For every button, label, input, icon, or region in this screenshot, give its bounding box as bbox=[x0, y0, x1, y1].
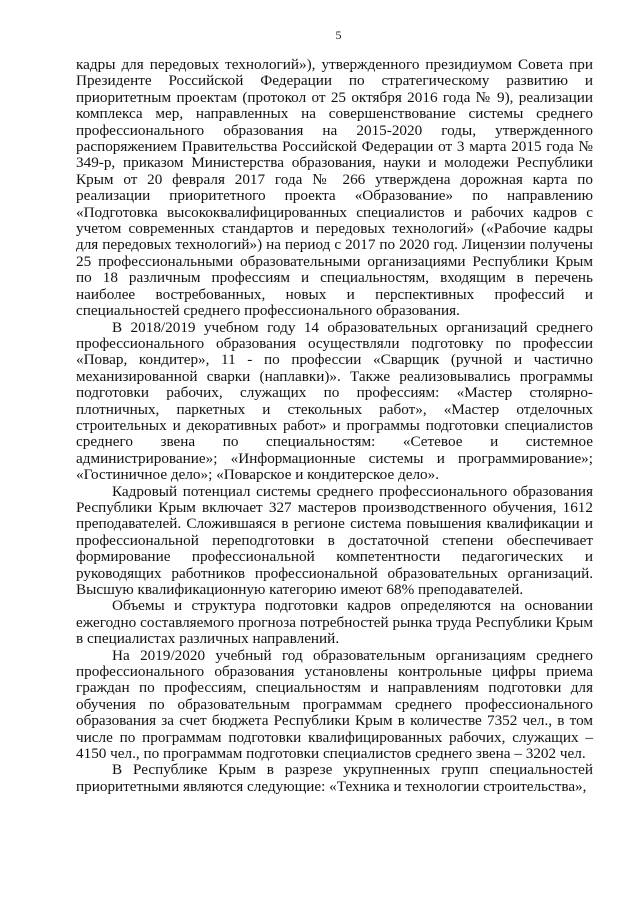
document-body bbox=[76, 57, 593, 795]
paragraph-2018-2019-training: В 2018/2019 учебном году 14 образовательных организаций среднего профессионального образования осуществляли подготовку по профессии «Повар, кондитер», 11 - по профессии «Сварщик (ручной и частично механизированной сварки (наплавки)». Также реализовывались программы подготовки рабочих, служащих по профессиям: «Мастер столярно-плотничных, паркетных и стекольных работ», «Мастер отделочных строительных и декоративных работ» и программы подготовки специалистов среднего звена по специальностям: «Сетевое и системное администрирование»; «Информационные системы и программирование»; «Гостиничное дело»; «Поварское и кондитерское дело». bbox=[76, 318, 593, 484]
page-number: 5 bbox=[335, 28, 342, 42]
paragraph-admission-targets: На 2019/2020 учебный год образовательным организациям среднего профессионального образования установлены контрольные цифры приема граждан по профессиям, специальностям и направлениям подготовки для обучения по образовательным программам среднего профессионального образования за счет бюджета Республики Крым в количестве 7352 чел., в том числе по программам подготовки квалифицированных рабочих, служащих – 4150 чел., по программам подготовки специалистов среднего звена – 3202 чел. bbox=[76, 646, 593, 763]
paragraph-roadmap: кадры для передовых технологий»), утвержденного президиумом Совета при Президенте Российской Федерации по стратегическому развитию и приоритетным проектам (протокол от 25 октября 2016 года № 9), реализации комплекса мер, направленных на совершенствование системы среднего профессионального образования на 2015-2020 годы, утвержденного распоряжением Правительства Российской Федерации от 3 марта 2015 года № 349-р, приказом Министерства образования, науки и молодежи Республики Крым от 20 февраля 2017 года № 266 утверждена дорожная карта по реализации приоритетного проекта «Образование» по направлению «Подготовка высококвалифицированных специалистов и рабочих кадров с учетом современных стандартов и передовых технологий» («Рабочие кадры для передовых технологий») на период с 2017 по 2020 год. Лицензии получены 25 профессиональными образовательными организациями Республики Крым по 18 различным профессиям и специальностям, входящим в перечень наиболее востребованных, новых и перспективных профессий и специальностей среднего профессионального образования. bbox=[76, 56, 593, 320]
paragraph-staff-potential: Кадровый потенциал системы среднего профессионального образования Республики Крым включает 327 мастеров производственного обучения, 1612 преподавателей. Сложившаяся в регионе система повышения квалификации и профессиональной переподготовки в достаточной степени обеспечивает формирование профессиональной компетентности педагогических и руководящих работников профессиональной образовательных организаций. Высшую квалификационную категорию имеют 68% преподавателей. bbox=[76, 482, 593, 598]
paragraph-priority-groups: В Республике Крым в разрезе укрупненных групп специальностей приоритетными являются следующие: «Техника и технологии строительства», bbox=[76, 761, 593, 795]
paragraph-training-volume: Объемы и структура подготовки кадров определяются на основании ежегодно составляемого прогноза потребностей рынка труда Республики Крым в специалистах различных направлений. bbox=[76, 597, 593, 648]
